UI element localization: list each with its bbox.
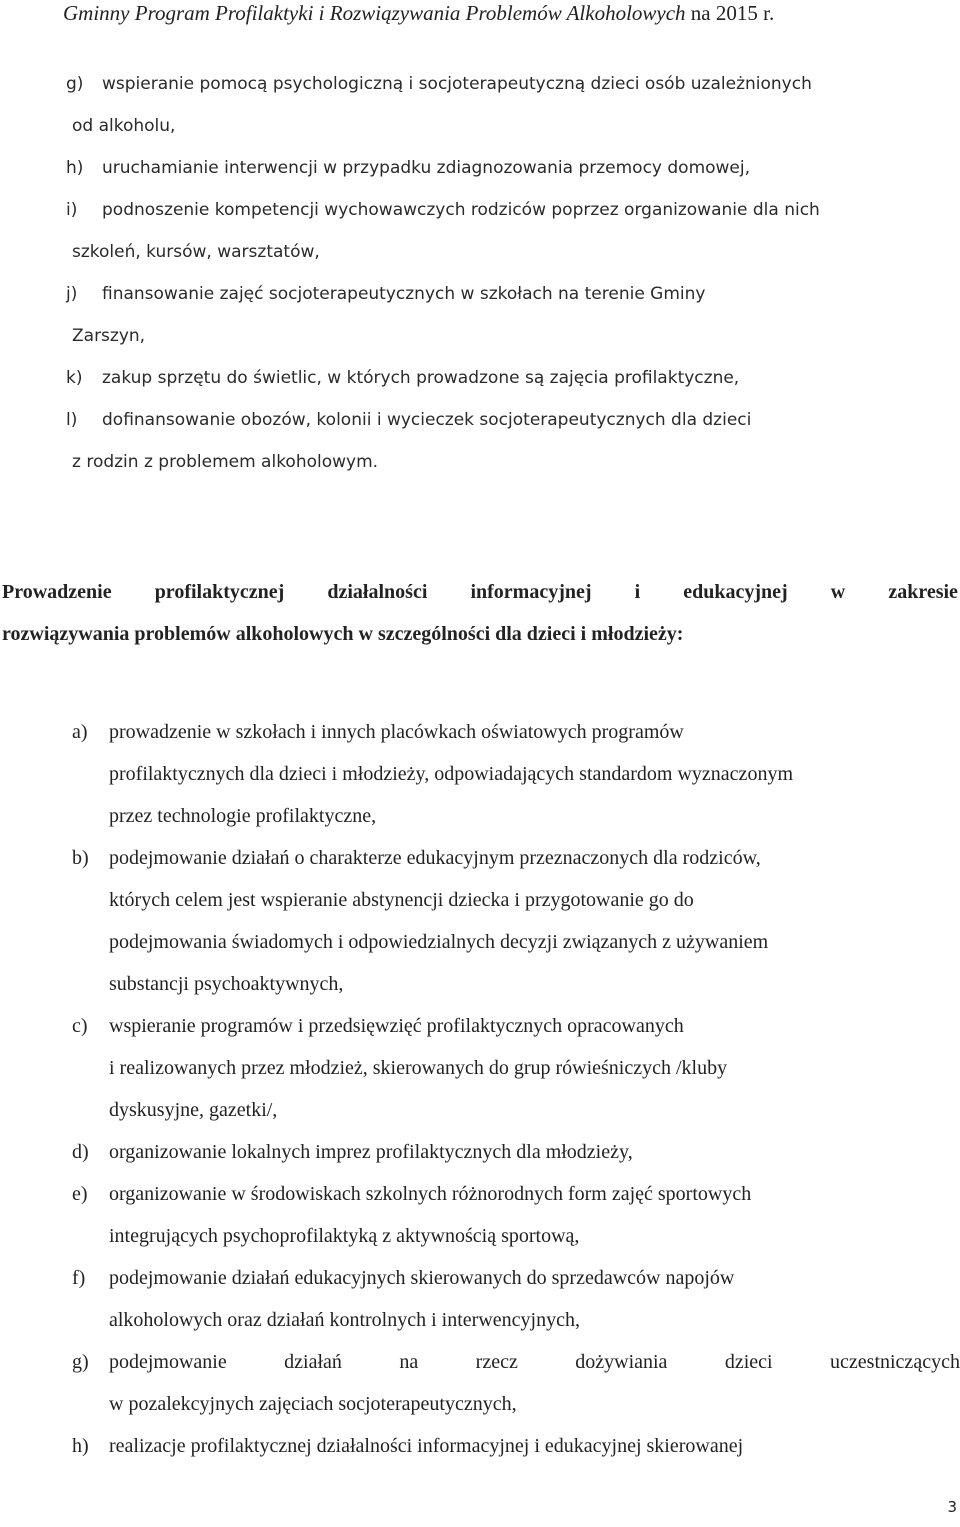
heading-word: i (634, 581, 641, 603)
list-item-line (72, 1343, 960, 1385)
list-item-line (72, 965, 960, 1007)
heading-word: profilaktycznej (154, 581, 285, 603)
heading-word: Prowadzenie (2, 581, 112, 603)
list-item-text: wspieranie pomocą psychologiczną i socjoterapeutyczną dzieci osób uzależnionych (102, 74, 812, 94)
heading-word: działalności (327, 581, 428, 603)
list-item-line (72, 1259, 960, 1301)
list-item-word: dzieci (724, 1351, 773, 1373)
list-item-word: rzecz (475, 1351, 518, 1373)
list-item-label: b) (72, 847, 89, 869)
list-item-line (72, 1091, 960, 1133)
list-item-label: l) (66, 410, 78, 430)
list-item-text: dyskusyjne, gazetki/, (109, 1099, 278, 1121)
list-item-line (72, 1049, 960, 1091)
section-heading-line-2: rozwiązywania problemów alkoholowych w szczególności dla dzieci i młodzieży: (2, 623, 684, 645)
list-item-text: organizowanie w środowiskach szkolnych różnorodnych form zajęć sportowych (109, 1183, 752, 1205)
list-item-text: szkoleń, kursów, warsztatów, (72, 242, 320, 262)
list-item-line (72, 1217, 960, 1259)
list-item-label: i) (66, 200, 78, 220)
list-item-text: substancji psychoaktywnych, (109, 973, 344, 995)
list-item-text: podejmowania świadomych i odpowiedzialnych decyzji związanych z używaniem (109, 931, 769, 953)
list-item-label: g) (72, 1351, 89, 1373)
list-item-text: profilaktycznych dla dzieci i młodzieży, odpowiadających standardom wyznaczonym (109, 763, 793, 785)
list-item-line (72, 713, 960, 755)
list-item-label: a) (72, 721, 88, 743)
list-item-line (66, 318, 946, 360)
list-item-line (72, 1007, 960, 1049)
list-item-line (66, 402, 946, 444)
list-item-line (66, 192, 946, 234)
list-item-line (66, 66, 946, 108)
list-item-word: dożywiania (575, 1351, 668, 1373)
list-item-word: na (399, 1351, 419, 1373)
list-item-label: f) (72, 1267, 86, 1289)
list-item-label: c) (72, 1015, 88, 1037)
list-item-line (66, 276, 946, 318)
list-item-line (72, 1385, 960, 1427)
list-item-line (72, 1301, 960, 1343)
list-item-word: uczestniczących (830, 1351, 960, 1373)
list-item-text: realizacje profilaktycznej działalności informacyjnej i edukacyjnej skierowanej (109, 1435, 744, 1457)
list-item-label: e) (72, 1183, 88, 1205)
list-item-label: h) (66, 158, 84, 178)
section-heading (2, 571, 958, 655)
list-item-line (72, 881, 960, 923)
list-item-text: uruchamianie interwencji w przypadku zdiagnozowania przemocy domowej, (102, 158, 751, 178)
list-item-text: w pozalekcyjnych zajęciach socjoterapeutycznych, (109, 1393, 517, 1415)
list-continuation (66, 66, 946, 486)
heading-word: w (830, 581, 846, 603)
list-item-text: wspieranie programów i przedsięwzięć profilaktycznych opracowanych (109, 1015, 684, 1037)
list-item-text: których celem jest wspieranie abstynencji dziecka i przygotowanie go do (109, 889, 694, 911)
list-item-line (66, 150, 946, 192)
list-item-label: j) (66, 284, 78, 304)
section-heading-line-1 (2, 571, 958, 613)
list-tasks (72, 713, 960, 1469)
list-item-text: integrujących psychoprofilaktyką z aktywnością sportową, (109, 1225, 580, 1247)
list-item-text: z rodzin z problemem alkoholowym. (72, 452, 379, 472)
list-item-line (72, 1133, 960, 1175)
list-item-text: podejmowanie działań edukacyjnych skierowanych do sprzedawców napojów (109, 1267, 735, 1289)
list-item-line (66, 108, 946, 150)
list-item-word: podejmowanie (109, 1351, 227, 1373)
document-header (63, 1, 774, 26)
list-item-line (72, 839, 960, 881)
list-item-line (72, 923, 960, 965)
list-item-line (66, 234, 946, 276)
list-item-text: prowadzenie w szkołach i innych placówkach oświatowych programów (109, 721, 684, 743)
header-year: na 2015 r. (690, 1, 775, 25)
list-item-text: podejmowanie działań o charakterze edukacyjnym przeznaczonych dla rodziców, (109, 847, 761, 869)
list-item-text: alkoholowych oraz działań kontrolnych i interwencyjnych, (109, 1309, 580, 1331)
list-item-text: dofinansowanie obozów, kolonii i wycieczek socjoterapeutycznych dla dzieci (102, 410, 752, 430)
list-item-line (72, 1427, 960, 1469)
list-item-text: zakup sprzętu do świetlic, w których prowadzone są zajęcia profilaktyczne, (102, 368, 740, 388)
header-title: Gminny Program Profilaktyki i Rozwiązywania Problemów Alkoholowych (63, 1, 686, 25)
list-item-text: finansowanie zajęć socjoterapeutycznych w szkołach na terenie Gminy (102, 284, 706, 304)
list-item-text: organizowanie lokalnych imprez profilaktycznych dla młodzieży, (109, 1141, 633, 1163)
list-item-label: g) (66, 74, 84, 94)
list-item-text: i realizowanych przez młodzież, skierowanych do grup rówieśniczych /kluby (109, 1057, 728, 1079)
page-number: 3 (947, 1498, 957, 1516)
list-item-word: działań (284, 1351, 342, 1373)
list-item-label: k) (66, 368, 83, 388)
heading-word: edukacyjnej (683, 581, 788, 603)
list-item-line (72, 755, 960, 797)
list-item-line (66, 360, 946, 402)
list-item-label: d) (72, 1141, 89, 1163)
heading-word: zakresie (888, 581, 958, 603)
list-item-text: przez technologie profilaktyczne, (109, 805, 377, 827)
list-item-label: h) (72, 1435, 89, 1457)
list-item-line (72, 1175, 960, 1217)
list-item-text: od alkoholu, (72, 116, 176, 136)
list-item-text: Zarszyn, (72, 326, 146, 346)
heading-word: informacyjnej (470, 581, 592, 603)
list-item-line (66, 444, 946, 486)
list-item-text: podnoszenie kompetencji wychowawczych rodziców poprzez organizowanie dla nich (102, 200, 820, 220)
list-item-text (109, 1343, 960, 1381)
list-item-line (72, 797, 960, 839)
